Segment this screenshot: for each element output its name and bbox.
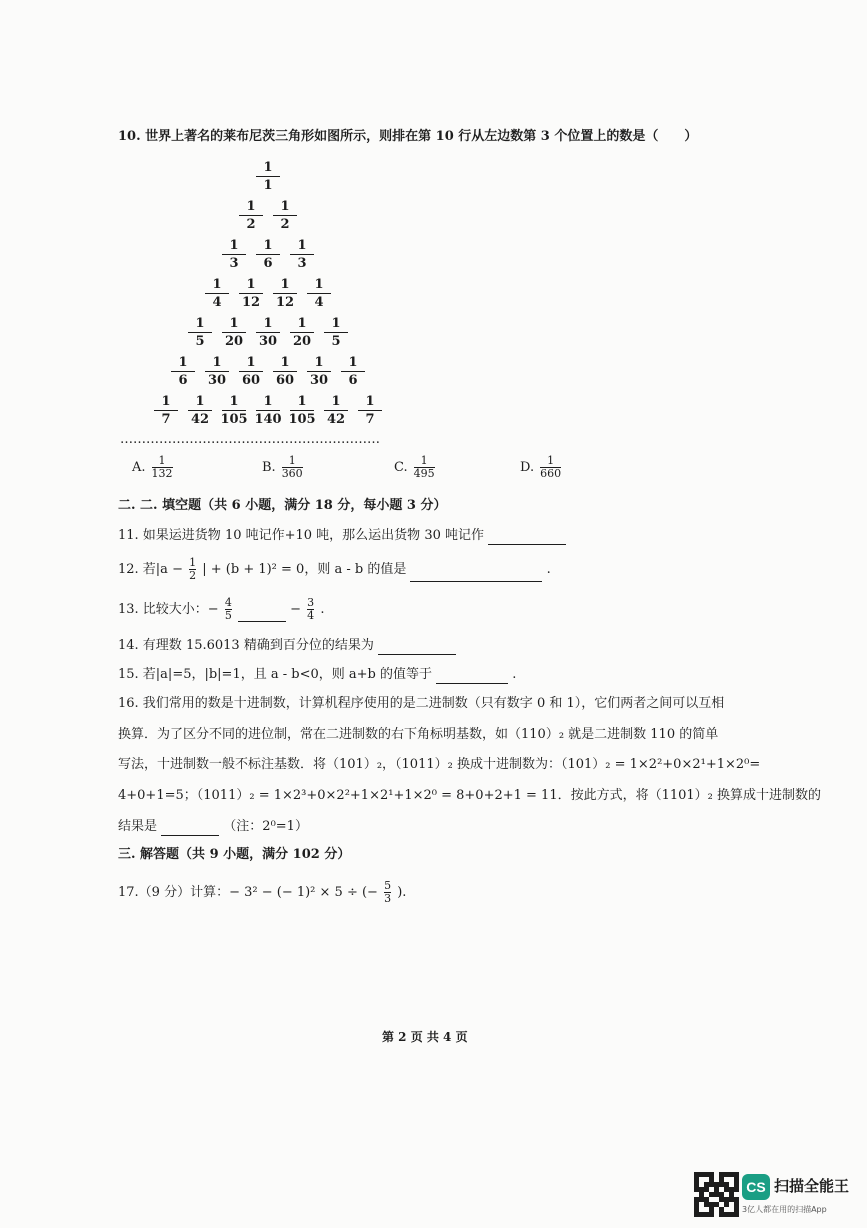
triangle-entry-num: 1 [297,238,307,253]
triangle-entry-num: 1 [246,277,256,292]
option-fraction [152,455,173,480]
option-den: 360 [281,467,303,480]
question-11 [118,527,566,545]
fraction [384,880,391,905]
triangle-entry-num: 1 [297,394,307,409]
triangle-continuation-dots: …………………………………………………… [120,432,380,447]
brand-name: 扫描全能王 [774,1177,850,1195]
triangle-entry [154,394,178,427]
fraction-num: 5 [384,879,392,892]
option-0[interactable] [132,455,175,480]
triangle-entry-num: 1 [331,394,341,409]
question-17-pre: 17.（9 分）计算：− 3² − (− 1)² × 5 ÷ (− [118,885,378,900]
triangle-entry-den: 5 [195,334,205,349]
answer-blank[interactable] [238,607,286,622]
fraction-b [307,597,314,622]
fraction-den: 3 [384,892,392,905]
triangle-entry [273,199,297,232]
triangle-entry-num: 1 [263,394,273,409]
triangle-entry [290,394,314,427]
triangle-entry-den: 7 [161,412,171,427]
question-14 [118,637,456,655]
option-num: 1 [158,454,166,467]
section-3-heading: 三. 解答题（共 9 小题，满分 102 分） [118,847,351,862]
qr-code-icon [694,1172,739,1217]
triangle-entry-den: 5 [331,334,341,349]
triangle-entry-num: 1 [212,355,222,370]
question-13 [118,597,324,622]
question-12-pre: 12. 若|a − [118,562,183,577]
question-16-line-2: 换算．为了区分不同的进位制，常在二进制数的右下角标明基数，如（110）₂ 就是二进制数 110 的简单 [118,727,719,742]
triangle-entry [205,277,229,310]
triangle-entry-den: 42 [190,412,210,427]
triangle-entry [324,394,348,427]
triangle-entry-den: 12 [241,295,261,310]
triangle-entry-den: 30 [258,334,278,349]
option-label: C. [394,459,408,475]
page-footer: 第 2 页 共 4 页 [382,1030,468,1044]
triangle-entry [205,355,229,388]
triangle-entry [256,394,280,427]
option-fraction [282,455,303,480]
question-10: 10. 世界上著名的莱布尼茨三角形如图所示，则排在第 10 行从左边数第 3 个位置上的数是（ ） [118,129,698,144]
triangle-entry [307,277,331,310]
triangle-entry-num: 1 [195,394,205,409]
option-2[interactable] [394,455,437,480]
answer-blank[interactable] [378,640,456,655]
triangle-entry-den: 42 [326,412,346,427]
question-16-line-1: 16. 我们常用的数是十进制数，计算机程序使用的是二进制数（只有数字 0 和 1），它们两者之间可以互相 [118,696,725,711]
triangle-entry-num: 1 [229,316,239,331]
question-16-line-3: 写法，十进制数一般不标注基数．将（101）₂，（1011）₂ 换成十进制数为：（101）₂ = 1×2²+0×2¹+1×2⁰= [118,757,761,772]
triangle-entry [188,394,212,427]
triangle-entry-num: 1 [229,238,239,253]
triangle-entry-den: 6 [178,373,188,388]
triangle-entry [222,394,246,427]
fraction-num: 1 [189,556,197,569]
triangle-entry-num: 1 [280,355,290,370]
triangle-entry [188,316,212,349]
option-1[interactable] [262,455,305,480]
triangle-entry [239,355,263,388]
triangle-entry-num: 1 [297,316,307,331]
option-den: 132 [151,467,173,480]
minus-sign: − [290,602,302,617]
triangle-entry-den: 105 [220,412,248,427]
triangle-entry-den: 20 [292,334,312,349]
option-3[interactable] [520,455,563,480]
fraction-num: 4 [224,596,232,609]
triangle-entry-den: 30 [309,373,329,388]
closing-paren: ). [397,885,407,900]
triangle-entry-den: 12 [275,295,295,310]
option-label: D. [520,459,535,475]
option-num: 1 [547,454,555,467]
answer-blank[interactable] [161,821,219,836]
triangle-entry [358,394,382,427]
period: . [512,667,517,682]
fraction-den: 5 [224,609,232,622]
triangle-entry [171,355,195,388]
triangle-entry [256,316,280,349]
triangle-entry-den: 105 [288,412,316,427]
watermark [694,1170,859,1220]
triangle-entry-den: 2 [280,217,290,232]
triangle-entry-num: 1 [314,355,324,370]
question-12-post: | + (b + 1)² = 0，则 a - b 的值是 [202,562,407,577]
triangle-entry-num: 1 [280,199,290,214]
question-14-text: 14. 有理数 15.6013 精确到百分位的结果为 [118,638,374,653]
option-num: 1 [288,454,296,467]
triangle-entry-den: 6 [348,373,358,388]
answer-blank[interactable] [488,530,566,545]
triangle-entry-num: 1 [178,355,188,370]
triangle-entry-num: 1 [314,277,324,292]
triangle-entry-num: 1 [246,355,256,370]
period: . [320,602,325,617]
fraction-num: 3 [307,596,315,609]
option-fraction [540,455,561,480]
option-den: 495 [413,467,435,480]
question-15 [118,666,516,684]
section-2-heading: 二. 二. 填空题（共 6 小题，满分 18 分，每小题 3 分） [118,498,447,513]
question-16-line-4: 4+0+1=5；（1011）₂ = 1×2³+0×2²+1×2¹+1×2⁰ = 8+0+2+1 = 11．按此方式，将（1101）₂ 换算成十进制数的 [118,788,822,803]
triangle-entry-num: 1 [229,394,239,409]
option-label: A. [132,459,146,475]
fraction-den: 2 [189,569,197,582]
question-13-pre: 13. 比较大小：− [118,602,219,617]
triangle-entry-num: 1 [246,199,256,214]
triangle-entry-den: 2 [246,217,256,232]
triangle-entry [239,199,263,232]
triangle-entry-den: 6 [263,256,273,271]
triangle-entry [290,316,314,349]
triangle-entry-den: 60 [241,373,261,388]
triangle-entry-num: 1 [263,160,273,175]
triangle-entry-den: 20 [224,334,244,349]
period: . [546,562,551,577]
triangle-entry-den: 140 [254,412,282,427]
fraction [189,557,196,582]
option-den: 660 [540,467,562,480]
triangle-entry-num: 1 [161,394,171,409]
brand-tagline: 3亿人都在用的扫描App [742,1205,827,1214]
cs-logo: CS [742,1174,770,1200]
triangle-entry [222,238,246,271]
triangle-entry-num: 1 [263,238,273,253]
triangle-entry [307,355,331,388]
option-fraction [414,455,435,480]
triangle-entry-num: 1 [365,394,375,409]
question-15-text: 15. 若|a|=5，|b|=1，且 a - b<0，则 a+b 的值等于 [118,667,432,682]
triangle-entry [239,277,263,310]
triangle-entry-den: 3 [297,256,307,271]
option-num: 1 [420,454,428,467]
question-16-note: （注：2⁰=1） [223,819,308,834]
triangle-entry [273,355,297,388]
triangle-entry [256,238,280,271]
triangle-entry-den: 3 [229,256,239,271]
fraction-a [225,597,232,622]
answer-blank[interactable] [436,669,508,684]
triangle-entry [222,316,246,349]
triangle-entry-den: 4 [314,295,324,310]
triangle-entry-num: 1 [348,355,358,370]
triangle-entry [290,238,314,271]
triangle-entry-den: 60 [275,373,295,388]
triangle-entry [324,316,348,349]
question-16-result-label: 结果是 [118,819,158,834]
triangle-entry-den: 4 [212,295,222,310]
option-label: B. [262,459,276,475]
triangle-entry-num: 1 [195,316,205,331]
fraction-den: 4 [307,609,315,622]
triangle-entry-den: 7 [365,412,375,427]
triangle-entry-num: 1 [212,277,222,292]
answer-blank[interactable] [410,567,542,582]
triangle-entry-num: 1 [263,316,273,331]
triangle-entry [341,355,365,388]
question-12 [118,557,551,582]
triangle-entry [273,277,297,310]
triangle-entry-den: 1 [263,178,273,193]
question-16-line-5 [118,818,308,836]
triangle-entry [256,160,280,193]
question-11-text: 11. 如果运进货物 10 吨记作+10 吨，那么运出货物 30 吨记作 [118,528,484,543]
triangle-entry-num: 1 [280,277,290,292]
question-17 [118,880,406,905]
triangle-entry-den: 30 [207,373,227,388]
triangle-entry-num: 1 [331,316,341,331]
